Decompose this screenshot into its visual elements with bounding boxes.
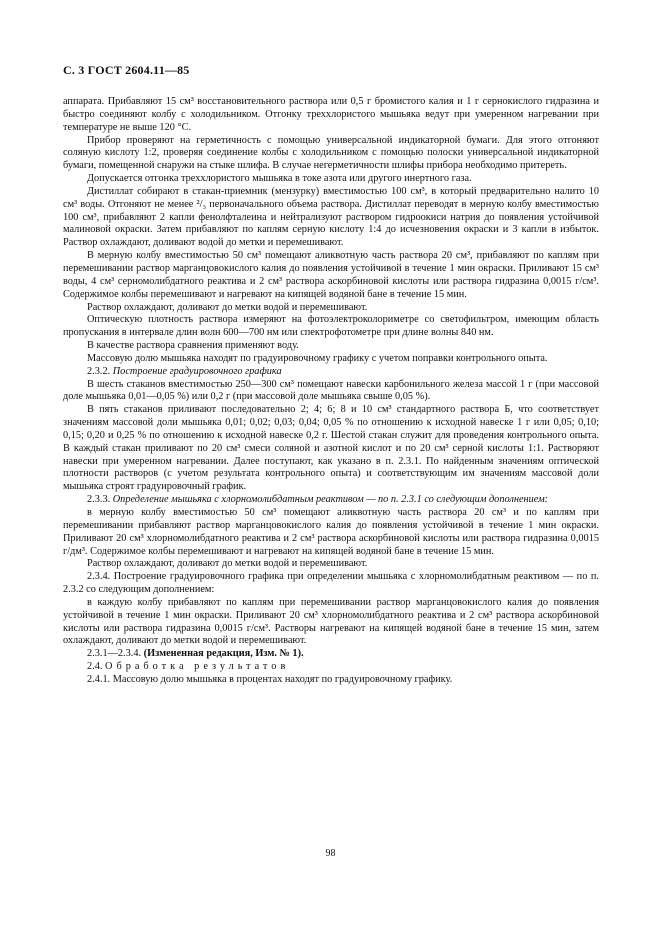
section-title: Определение мышьяка с хлорномолибдатным реактивом — по п. 2.3.1 со следующим дополнением:	[112, 494, 549, 506]
section-heading	[63, 661, 599, 674]
page-number: 98	[325, 848, 336, 859]
section-heading	[63, 494, 599, 507]
section-number: 2.4.	[87, 661, 103, 673]
amendment-range: 2.3.1—2.3.4.	[87, 648, 142, 660]
paragraph: Раствор охлаждают, доливают до метки водой и перемешивают.	[87, 558, 368, 570]
amendment-note	[63, 648, 599, 661]
paragraph: аппарата. Прибавляют 15 см³ восстановительного раствора или 0,5 г бромистого калия и 1 г сернокислого гидразина и быстро соединяют колбу с холодильником. Отгонку треххлористого мышьяка ведут при умеренном нагревании при температуре не выше 120 °С.	[63, 96, 599, 133]
paragraph: 2.4.1. Массовую долю мышьяка в процентах находят по градуировочному графику.	[87, 673, 453, 685]
paragraph: в мерную колбу вместимостью 50 см³ помещают аликвотную часть раствора 20 см³ и по каплям при перемешивании прибавляют раствор марганцовокислого калия до появления устойчивой в течение 1 мин окраски. Приливают 20 см³ хлорномолибдатного реактива и 2 см³ раствора аскорбиновой кислоты или раствора гидразина 0,0015 г/дм³. Содержимое колбы перемешивают и нагревают на кипящей водяной бане в течение 15 мин.	[63, 507, 599, 557]
body-text	[63, 96, 599, 687]
paragraph: в каждую колбу прибавляют по каплям при перемешивании раствор марганцовокислого калия до появления устойчивой в течение 1 мин окраски. Приливают 20 см³ хлорномолибдатного реактива и 2 см³ раствора аскорбиновой кислоты или раствора гидразина 0,0015 г/см³. Растворы нагревают на кипящей водяной бане в течение 15 мин, затем охлаждают, доливают до метки водой и перемешивают.	[63, 596, 599, 647]
paragraph: Дистиллат собирают в стакан-приемник (мензурку) вместимостью 100 см³, в который предварительно налито 10 см³ воды. Отгоняют не менее ²/₃ первоначального объема раствора. Дистиллат переводят в мерную колбу вместимостью 100 см³, прибавляют 2 капли фенолфталеина и нейтрализуют раствором гидроокиси натрия до появления устойчивой малиновой окраски. Затем прибавляют по каплям серную кислоту 1:4 до исчезновения окраски и 3 капли в избыток. Раствор охлаждают, доливают водой до метки и перемешивают.	[63, 185, 599, 249]
paragraph: Раствор охлаждают, доливают до метки водой и перемешивают.	[87, 301, 368, 313]
section-heading	[63, 366, 599, 379]
section-title: Построение градуировочного графика	[112, 365, 282, 377]
paragraph: Оптическую плотность раствора измеряют на фотоэлектроколориметре со светофильтром, имеющим область пропускания в интервале длин волн 600—700 нм или спектрофотометре при длине волны 840 нм.	[63, 314, 599, 339]
paragraph: В шесть стаканов вместимостью 250—300 см³ помещают навески карбонильного железа массой 1 г (при массовой доле мышьяка 0,01—0,05 %) или 0,2 г (при массовой доле мышьяка свыше 0,05 %).	[63, 378, 599, 403]
section-number: 2.3.2.	[87, 365, 111, 377]
paragraph: Допускается отгонка треххлористого мышьяка в токе азота или другого инертного газа.	[87, 173, 472, 185]
amendment-text: (Измененная редакция, Изм. № 1).	[143, 648, 304, 660]
section-title: Обработка результатов	[105, 661, 290, 673]
section-number: 2.3.3.	[87, 494, 111, 506]
paragraph: В качестве раствора сравнения применяют воду.	[87, 340, 299, 352]
paragraph: 2.3.4. Построение градуировочного графика при определении мышьяка с хлорномолибдатным реактивом — по п. 2.3.2 со следующим дополнением:	[63, 571, 599, 596]
paragraph: В пять стаканов приливают последовательно 2; 4; 6; 8 и 10 см³ стандартного раствора Б, что соответствует значениям массовой доли мышьяка 0,01; 0,02; 0,03; 0,04; 0,05 % по отношению к исходной навеске 1 г или 0,05; 0,10; 0,15; 0,20 и 0,25 % по отношению к исходной навеске 0,2 г. Шестой стакан служит для проведения контрольного опыта. В каждый стакан приливают по 20 см³ смеси соляной и азотной кислот и по 20 см³ серной кислоты 1:1. Растворяют навески при умеренном нагревании. Далее поступают, как указано в п. 2.3.1. По найденным значениям оптической плотности растворов (с учетом результата контрольного опыта) и соответствующим им значениям массовой доли мышьяка строят градуировочный график.	[63, 404, 599, 493]
page-header: С. 3 ГОСТ 2604.11—85	[63, 63, 190, 77]
paragraph: В мерную колбу вместимостью 50 см³ помещают аликвотную часть раствора 20 см³, прибавляют по каплям при перемешивании раствор марганцовокислого калия до появления устойчивой в течение 1 мин окраски. Приливают 15 см³ воды, 4 см³ серномолибдатного реактива и 2 см³ раствора аскорбиновой кислоты или раствора гидразина 0,0015 г/см³. Содержимое колбы перемешивают и нагревают на кипящей водяной бане в течение 15 мин.	[63, 250, 599, 300]
paragraph: Массовую долю мышьяка находят по градуировочному графику с учетом поправки контрольного опыта.	[87, 352, 548, 364]
paragraph: Прибор проверяют на герметичность с помощью универсальной индикаторной бумаги. Для этого отгоняют соляную кислоту 1:2, проверяя соединение колбы с холодильником с помощью полоски универсальной индикаторной бумаги, помещенной снаружи на стыке шлифа. В случае негерметичности шлифы прибора необходимо притереть.	[63, 134, 599, 172]
